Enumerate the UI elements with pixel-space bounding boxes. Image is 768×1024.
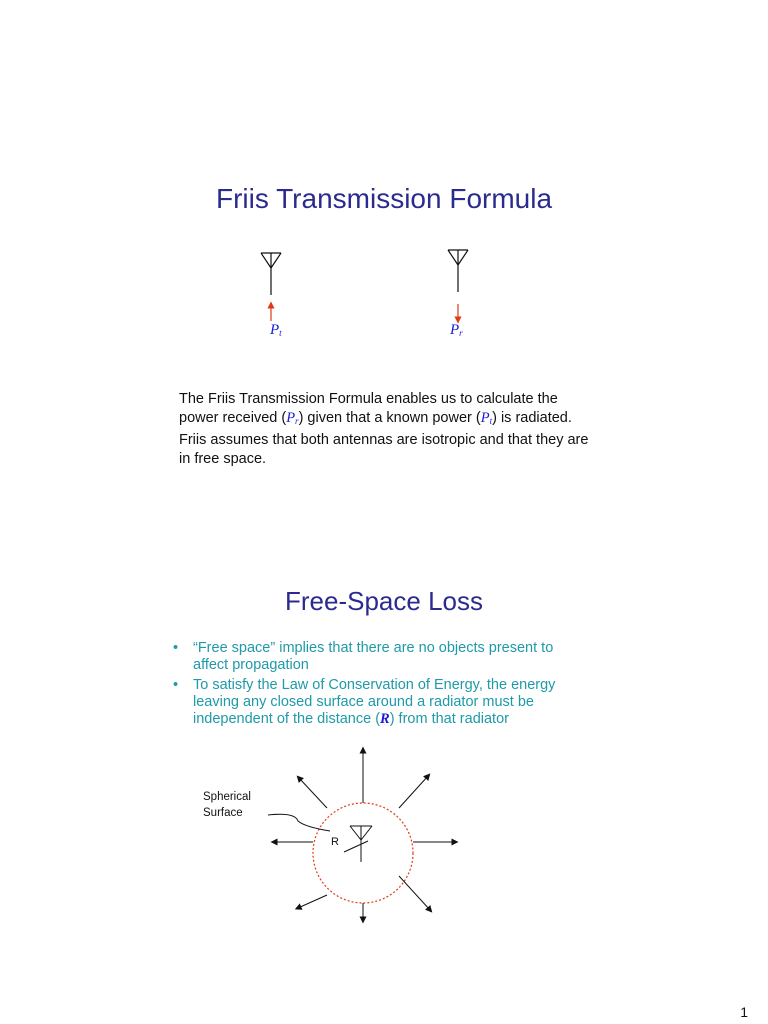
page-number: 1 (740, 1004, 748, 1020)
pr-label: $P_r$ (450, 322, 463, 338)
spherical-surface-pointer (268, 814, 330, 831)
receive-antenna-icon (448, 250, 468, 292)
radius-line (344, 841, 368, 852)
spherical-surface-circle (313, 803, 413, 903)
slide2-title: Free-Space Loss (285, 586, 483, 616)
bullet-dot: • (173, 677, 179, 693)
free-space-bullets (173, 640, 573, 731)
bullet-dot: • (173, 640, 179, 656)
bullet-item: • To satisfy the Law of Conservation of Energy, the energy leaving any closed surface around a radiator must be independent of the distance (R) from that radiator (173, 677, 556, 727)
pt-label: $P_t$ (270, 322, 282, 338)
slide1-title: Friis Transmission Formula (215, 183, 553, 214)
spherical-surface-label: Spherical Surface (203, 791, 251, 819)
radius-label: R (331, 836, 339, 848)
bullet-item: • “Free space” implies that there are no objects present to affect propagation (173, 640, 554, 673)
transmit-antenna-icon (261, 253, 281, 295)
friis-description: The Friis Transmission Formula enables us to calculate the power received $(P_r)$ given that a known power $(P_t)$ is radiated. Friis assumes that both antennas are isotropic and that they are in free space. (179, 391, 589, 467)
